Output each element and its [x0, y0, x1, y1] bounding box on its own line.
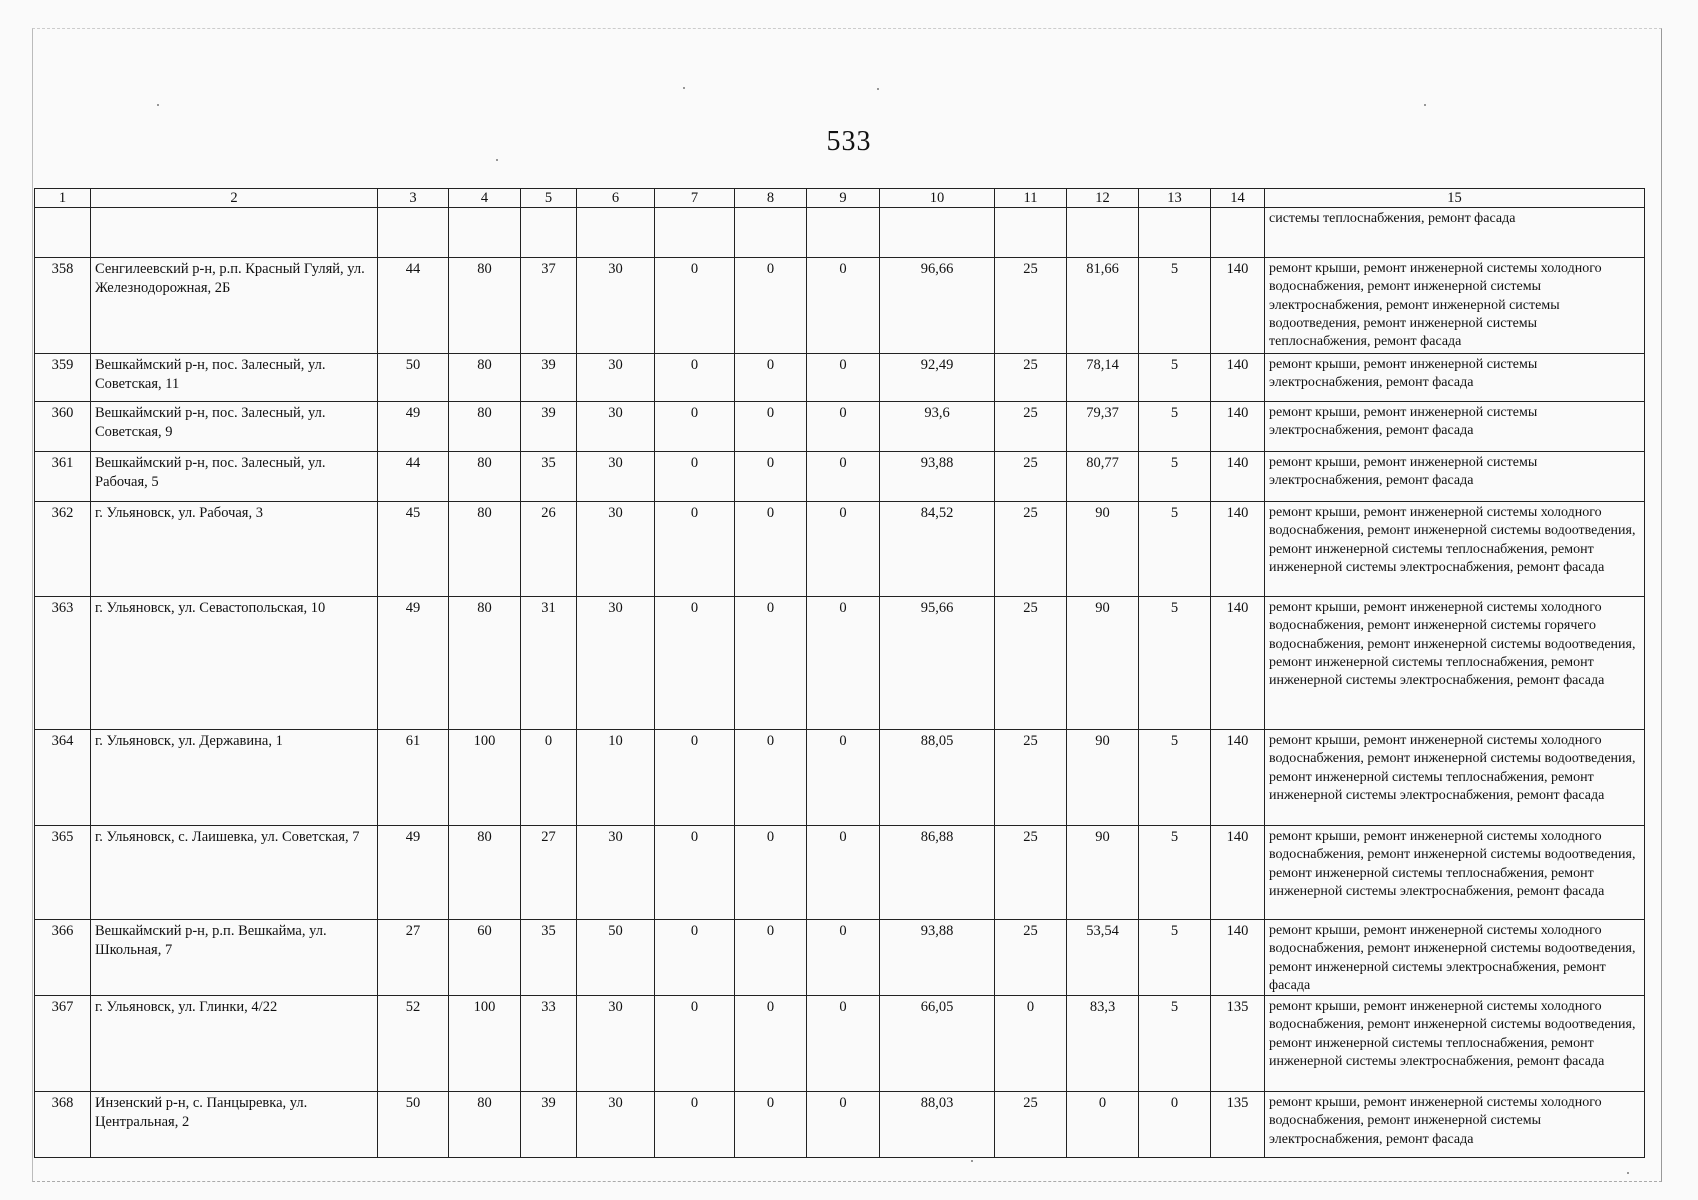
value-cell: 30	[577, 1092, 655, 1158]
value-cell: 44	[378, 258, 449, 354]
address-cell: Сенгилеевский р-н, р.п. Красный Гуляй, ул. Железнодорожная, 2Б	[91, 258, 378, 354]
value-cell: 50	[577, 920, 655, 996]
value-cell: 25	[995, 452, 1067, 502]
value-cell: 5	[1139, 258, 1211, 354]
works-list-cell: ремонт крыши, ремонт инженерной системы холодного водоснабжения, ремонт инженерной системы электроснабжения, ремонт фасада	[1265, 1092, 1645, 1158]
row-number-cell: 363	[35, 597, 91, 730]
value-cell: 25	[995, 354, 1067, 402]
address-cell: Вешкаймский р-н, пос. Залесный, ул. Советская, 9	[91, 402, 378, 452]
value-cell: 0	[735, 402, 807, 452]
value-cell: 80	[449, 826, 521, 920]
column-header: 15	[1265, 189, 1645, 208]
value-cell: 25	[995, 730, 1067, 826]
value-cell: 25	[995, 258, 1067, 354]
value-cell: 0	[655, 354, 735, 402]
table-row	[35, 1092, 1645, 1158]
value-cell: 90	[1067, 597, 1139, 730]
value-cell: 140	[1211, 402, 1265, 452]
scan-speck	[877, 88, 879, 90]
value-cell: 5	[1139, 826, 1211, 920]
value-cell: 0	[735, 354, 807, 402]
column-header: 13	[1139, 189, 1211, 208]
value-cell: 0	[807, 996, 880, 1092]
value-cell: 0	[655, 402, 735, 452]
value-cell: 53,54	[1067, 920, 1139, 996]
value-cell: 27	[521, 826, 577, 920]
value-cell: 90	[1067, 502, 1139, 597]
address-cell: г. Ульяновск, ул. Державина, 1	[91, 730, 378, 826]
value-cell: 81,66	[1067, 258, 1139, 354]
column-header: 3	[378, 189, 449, 208]
value-cell: 0	[807, 597, 880, 730]
value-cell: 30	[577, 354, 655, 402]
table-row	[35, 597, 1645, 730]
row-number-cell: 360	[35, 402, 91, 452]
value-cell: 30	[577, 826, 655, 920]
value-cell: 93,88	[880, 452, 995, 502]
value-cell: 5	[1139, 730, 1211, 826]
works-list-cell: ремонт крыши, ремонт инженерной системы холодного водоснабжения, ремонт инженерной системы водоотведения, ремонт инженерной системы теплоснабжения, ремонт инженерной системы электроснабжения, ремонт фасада	[1265, 502, 1645, 597]
works-list-cell: ремонт крыши, ремонт инженерной системы холодного водоснабжения, ремонт инженерной системы водоотведения, ремонт инженерной системы теплоснабжения, ремонт инженерной системы электроснабжения, ремонт фасада	[1265, 826, 1645, 920]
table-row	[35, 826, 1645, 920]
value-cell: 37	[521, 258, 577, 354]
value-cell: 140	[1211, 826, 1265, 920]
value-cell: 5	[1139, 354, 1211, 402]
table-cell	[1211, 208, 1265, 258]
value-cell: 0	[735, 996, 807, 1092]
works-list-cell: ремонт крыши, ремонт инженерной системы холодного водоснабжения, ремонт инженерной системы водоотведения, ремонт инженерной системы теплоснабжения, ремонт инженерной системы электроснабжения, ремонт фасада	[1265, 730, 1645, 826]
value-cell: 0	[735, 1092, 807, 1158]
table-row	[35, 920, 1645, 996]
page-number: 533	[826, 126, 872, 157]
address-cell: г. Ульяновск, ул. Глинки, 4/22	[91, 996, 378, 1092]
column-header: 6	[577, 189, 655, 208]
value-cell: 0	[655, 920, 735, 996]
address-cell: Вешкаймский р-н, р.п. Вешкайма, ул. Школьная, 7	[91, 920, 378, 996]
value-cell: 0	[807, 354, 880, 402]
table-row	[35, 996, 1645, 1092]
table-cell	[655, 208, 735, 258]
value-cell: 5	[1139, 402, 1211, 452]
value-cell: 0	[521, 730, 577, 826]
address-cell: г. Ульяновск, с. Лаишевка, ул. Советская, 7	[91, 826, 378, 920]
value-cell: 0	[807, 258, 880, 354]
value-cell: 84,52	[880, 502, 995, 597]
row-number-cell: 359	[35, 354, 91, 402]
value-cell: 35	[521, 920, 577, 996]
address-cell: г. Ульяновск, ул. Севастопольская, 10	[91, 597, 378, 730]
value-cell: 100	[449, 730, 521, 826]
value-cell: 79,37	[1067, 402, 1139, 452]
value-cell: 83,3	[1067, 996, 1139, 1092]
value-cell: 93,6	[880, 402, 995, 452]
address-cell: Вешкаймский р-н, пос. Залесный, ул. Рабочая, 5	[91, 452, 378, 502]
value-cell: 30	[577, 452, 655, 502]
value-cell: 140	[1211, 597, 1265, 730]
header-row	[35, 189, 1645, 208]
value-cell: 5	[1139, 920, 1211, 996]
value-cell: 0	[807, 1092, 880, 1158]
row-number-cell: 364	[35, 730, 91, 826]
value-cell: 0	[735, 730, 807, 826]
scan-speck	[1627, 1172, 1629, 1174]
table-row	[35, 402, 1645, 452]
value-cell: 39	[521, 354, 577, 402]
value-cell: 39	[521, 402, 577, 452]
value-cell: 35	[521, 452, 577, 502]
value-cell: 25	[995, 826, 1067, 920]
table-cell	[995, 208, 1067, 258]
value-cell: 88,05	[880, 730, 995, 826]
continuation-cell: системы теплоснабжения, ремонт фасада	[1265, 208, 1645, 258]
table-cell	[880, 208, 995, 258]
works-list-cell: ремонт крыши, ремонт инженерной системы холодного водоснабжения, ремонт инженерной системы электроснабжения, ремонт инженерной системы водоотведения, ремонт инженерной системы теплоснабжения, ремонт фасада	[1265, 258, 1645, 354]
value-cell: 140	[1211, 920, 1265, 996]
value-cell: 61	[378, 730, 449, 826]
value-cell: 0	[655, 452, 735, 502]
value-cell: 0	[807, 502, 880, 597]
scan-speck	[683, 87, 685, 89]
value-cell: 49	[378, 402, 449, 452]
value-cell: 0	[807, 452, 880, 502]
value-cell: 86,88	[880, 826, 995, 920]
table-cell	[735, 208, 807, 258]
column-header: 7	[655, 189, 735, 208]
value-cell: 88,03	[880, 1092, 995, 1158]
table-row	[35, 258, 1645, 354]
value-cell: 80	[449, 1092, 521, 1158]
value-cell: 100	[449, 996, 521, 1092]
value-cell: 0	[655, 258, 735, 354]
value-cell: 31	[521, 597, 577, 730]
table-cell	[35, 208, 91, 258]
table-cell	[807, 208, 880, 258]
value-cell: 0	[735, 452, 807, 502]
value-cell: 96,66	[880, 258, 995, 354]
data-table	[34, 188, 1645, 1158]
value-cell: 44	[378, 452, 449, 502]
value-cell: 90	[1067, 730, 1139, 826]
column-header: 1	[35, 189, 91, 208]
column-header: 4	[449, 189, 521, 208]
row-number-cell: 368	[35, 1092, 91, 1158]
column-header: 9	[807, 189, 880, 208]
works-list-cell: ремонт крыши, ремонт инженерной системы холодного водоснабжения, ремонт инженерной системы горячего водоснабжения, ремонт инженерной системы водоотведения, ремонт инженерной системы теплоснабжения, ремонт инженерной системы электроснабжения, ремонт фасада	[1265, 597, 1645, 730]
column-header: 10	[880, 189, 995, 208]
value-cell: 80	[449, 502, 521, 597]
value-cell: 0	[995, 996, 1067, 1092]
table-cell	[378, 208, 449, 258]
value-cell: 30	[577, 996, 655, 1092]
value-cell: 0	[735, 826, 807, 920]
table-cell	[577, 208, 655, 258]
table-row	[35, 452, 1645, 502]
row-number-cell: 361	[35, 452, 91, 502]
table-cell	[449, 208, 521, 258]
value-cell: 80	[449, 452, 521, 502]
value-cell: 49	[378, 597, 449, 730]
value-cell: 26	[521, 502, 577, 597]
value-cell: 0	[1067, 1092, 1139, 1158]
column-header: 14	[1211, 189, 1265, 208]
table-row	[35, 502, 1645, 597]
table-body	[35, 189, 1645, 1158]
value-cell: 0	[735, 920, 807, 996]
table-cell	[1139, 208, 1211, 258]
value-cell: 92,49	[880, 354, 995, 402]
value-cell: 30	[577, 402, 655, 452]
value-cell: 27	[378, 920, 449, 996]
value-cell: 0	[655, 1092, 735, 1158]
value-cell: 95,66	[880, 597, 995, 730]
value-cell: 10	[577, 730, 655, 826]
value-cell: 140	[1211, 452, 1265, 502]
value-cell: 30	[577, 258, 655, 354]
row-number-cell: 367	[35, 996, 91, 1092]
value-cell: 0	[807, 730, 880, 826]
scan-speck	[157, 104, 159, 106]
value-cell: 140	[1211, 258, 1265, 354]
row-number-cell: 366	[35, 920, 91, 996]
value-cell: 52	[378, 996, 449, 1092]
scan-speck	[1424, 104, 1426, 106]
value-cell: 0	[735, 258, 807, 354]
value-cell: 45	[378, 502, 449, 597]
value-cell: 33	[521, 996, 577, 1092]
value-cell: 135	[1211, 1092, 1265, 1158]
value-cell: 0	[655, 996, 735, 1092]
works-list-cell: ремонт крыши, ремонт инженерной системы холодного водоснабжения, ремонт инженерной системы водоотведения, ремонт инженерной системы теплоснабжения, ремонт инженерной системы электроснабжения, ремонт фасада	[1265, 996, 1645, 1092]
value-cell: 0	[807, 920, 880, 996]
value-cell: 135	[1211, 996, 1265, 1092]
address-cell: г. Ульяновск, ул. Рабочая, 3	[91, 502, 378, 597]
row-number-cell: 362	[35, 502, 91, 597]
value-cell: 30	[577, 597, 655, 730]
table-cell	[91, 208, 378, 258]
value-cell: 80	[449, 258, 521, 354]
table-row	[35, 354, 1645, 402]
value-cell: 0	[655, 826, 735, 920]
value-cell: 39	[521, 1092, 577, 1158]
value-cell: 78,14	[1067, 354, 1139, 402]
value-cell: 0	[807, 826, 880, 920]
value-cell: 25	[995, 597, 1067, 730]
value-cell: 140	[1211, 502, 1265, 597]
value-cell: 93,88	[880, 920, 995, 996]
value-cell: 0	[655, 597, 735, 730]
value-cell: 5	[1139, 996, 1211, 1092]
value-cell: 0	[655, 502, 735, 597]
value-cell: 25	[995, 402, 1067, 452]
row-number-cell: 358	[35, 258, 91, 354]
value-cell: 0	[735, 502, 807, 597]
value-cell: 5	[1139, 502, 1211, 597]
value-cell: 0	[1139, 1092, 1211, 1158]
value-cell: 140	[1211, 354, 1265, 402]
value-cell: 0	[807, 402, 880, 452]
scan-speck	[496, 159, 498, 161]
column-header: 12	[1067, 189, 1139, 208]
table-row	[35, 730, 1645, 826]
value-cell: 0	[655, 730, 735, 826]
value-cell: 5	[1139, 597, 1211, 730]
table-cell	[521, 208, 577, 258]
value-cell: 50	[378, 1092, 449, 1158]
value-cell: 66,05	[880, 996, 995, 1092]
value-cell: 80	[449, 354, 521, 402]
value-cell: 90	[1067, 826, 1139, 920]
value-cell: 60	[449, 920, 521, 996]
value-cell: 5	[1139, 452, 1211, 502]
scan-speck	[971, 1160, 973, 1162]
value-cell: 80,77	[1067, 452, 1139, 502]
works-list-cell: ремонт крыши, ремонт инженерной системы электроснабжения, ремонт фасада	[1265, 354, 1645, 402]
address-cell: Инзенский р-н, с. Панцыревка, ул. Центральная, 2	[91, 1092, 378, 1158]
value-cell: 50	[378, 354, 449, 402]
works-list-cell: ремонт крыши, ремонт инженерной системы электроснабжения, ремонт фасада	[1265, 402, 1645, 452]
value-cell: 80	[449, 597, 521, 730]
table-cell	[1067, 208, 1139, 258]
works-list-cell: ремонт крыши, ремонт инженерной системы холодного водоснабжения, ремонт инженерной системы водоотведения, ремонт инженерной системы электроснабжения, ремонт фасада	[1265, 920, 1645, 996]
value-cell: 25	[995, 920, 1067, 996]
value-cell: 49	[378, 826, 449, 920]
column-header: 8	[735, 189, 807, 208]
value-cell: 30	[577, 502, 655, 597]
column-header: 11	[995, 189, 1067, 208]
address-cell: Вешкаймский р-н, пос. Залесный, ул. Советская, 11	[91, 354, 378, 402]
works-list-cell: ремонт крыши, ремонт инженерной системы электроснабжения, ремонт фасада	[1265, 452, 1645, 502]
value-cell: 80	[449, 402, 521, 452]
value-cell: 25	[995, 502, 1067, 597]
value-cell: 140	[1211, 730, 1265, 826]
continuation-row	[35, 208, 1645, 258]
column-header: 5	[521, 189, 577, 208]
value-cell: 0	[735, 597, 807, 730]
column-header: 2	[91, 189, 378, 208]
value-cell: 25	[995, 1092, 1067, 1158]
row-number-cell: 365	[35, 826, 91, 920]
